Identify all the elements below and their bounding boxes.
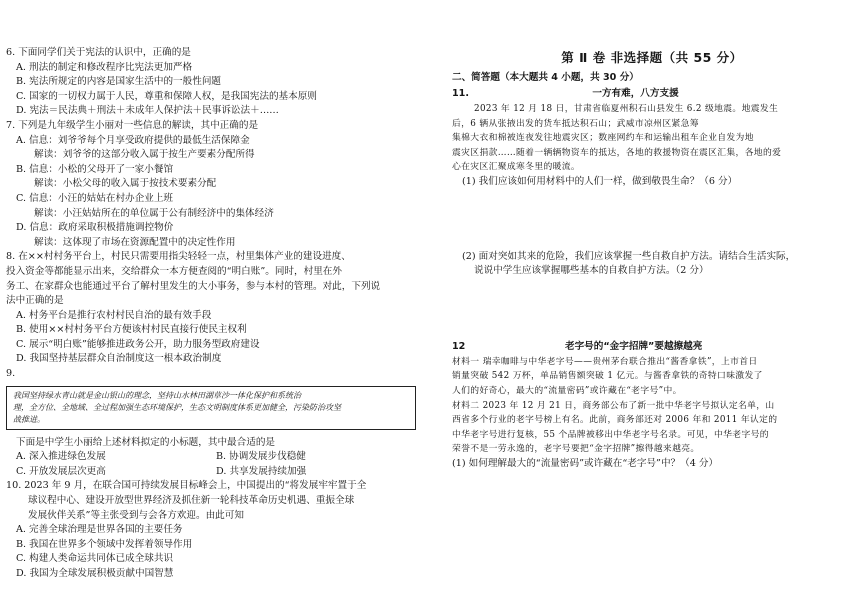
q10-stem-line2: 球议程中心、建设开放型世界经济及抓住新一轮科技革命历史机遇、重振全球	[28, 495, 355, 507]
right-column	[452, 46, 852, 472]
q7-option-c-explain: 解读：小汪姑姑所在的单位属于公有制经济中的集体经济	[34, 207, 274, 219]
q11-subquestion-2-line2: 说说中学生应该掌握哪些基本的自救自护方法。（2 分）	[474, 265, 709, 277]
q10-option-d: D. 我国为全球发展积极贡献中国智慧	[16, 568, 174, 579]
q9-number: 9.	[6, 368, 16, 380]
q10-option-b: B. 我国在世界多个领域中发挥着领导作用	[16, 538, 193, 550]
q8-option-c: C. 展示“明白账”能够推进政务公开，助力服务型政府建设	[16, 338, 260, 350]
q9-material-line2: 理，全方位、全地域、全过程加强生态环境保护，生态文明制度体系更加健全，污染防治攻坚	[13, 402, 341, 412]
q8-stem-line2: 投入资金等都能显示出来，交给群众一本方便查阅的“明白账”。同时，村里在外	[6, 265, 342, 277]
q7-option-d: D. 信息：政府采取积极措施调控物价	[16, 222, 174, 234]
q12-material1-line1: 材料一 瑞幸咖啡与中华老字号——贵州茅台联合推出“酱香拿铁”，上市首日	[452, 356, 758, 367]
q10-option-c: C. 构建人类命运共同体已成全球共识	[16, 553, 174, 565]
q9-option-a: A. 深入推进绿色发展	[16, 451, 106, 463]
q11-para-line2: 后，6 辆从张掖出发的货车抵达积石山；武威市凉州区紧急筹	[452, 118, 699, 129]
q12-number: 12	[452, 340, 466, 352]
q7-stem: 7. 下列是九年级学生小丽对一些信息的解读，其中正确的是	[6, 119, 259, 131]
q12-material2-line2: 西省多个行业的老字号榜上有名。此前，商务部还对 2006 年和 2011 年认定的	[452, 415, 778, 426]
q12-title: 老字号的“金字招牌”要越擦越亮	[565, 340, 703, 352]
q7-option-b: B. 信息：小松的父母开了一家小餐馆	[16, 163, 174, 175]
q11-para-line5: 心在灾区汇聚成寒冬里的暖流。	[452, 162, 581, 173]
q9-option-c: C. 开放发展层次更高	[16, 465, 106, 477]
q8-stem-line4: 法中正确的是	[6, 295, 64, 307]
q11-para-line4: 震灾区捐款……随着一辆辆物资车的抵达，各地的救援物资在震区汇集，各地的爱	[452, 147, 782, 158]
q12-subquestion-1: (1) 如何理解最大的“流量密码”或许藏在“老字号”中？（4 分）	[452, 457, 719, 469]
q12-material2-line1: 材料二 2023 年 12 月 21 日，商务部公布了新一批中华老字号拟认定名单，山	[452, 400, 775, 411]
q11-subquestion-2-line1: (2) 面对突如其来的危险，我们应该掌握一些自救自护方法。请结合生活实际，	[462, 250, 796, 262]
q11-heading	[452, 86, 852, 102]
q11-para-line1: 2023 年 12 月 18 日，甘肃省临夏州积石山县发生 6.2 级地震。地震发生	[474, 104, 779, 114]
q8-stem-line1: 8. 在××村村务平台上，村民只需要用指尖轻轻一点，村里集体产业的建设进度、	[6, 251, 351, 263]
part-two-title: 第 Ⅱ 卷 非选择题（共 55 分）	[561, 50, 743, 65]
q12-material2-line3: 中华老字号进行复核，55 个品牌被移出中华老字号名录。可见，中华老字号的	[452, 429, 769, 440]
q11-title: 一方有难，八方支援	[592, 88, 679, 99]
q6-option-b: B. 宪法所规定的内容是国家生活中的一般性问题	[16, 76, 222, 88]
left-column	[6, 46, 416, 582]
q7-option-a: A. 信息：刘爷爷每个月享受政府提供的最低生活保障金	[16, 134, 250, 146]
q9-material-line3: 战推进。	[13, 414, 45, 424]
q8-option-d: D. 我国坚持基层群众自治制度这一根本政治制度	[16, 353, 222, 365]
q9-option-d: D. 共享发展持续加强	[216, 465, 307, 477]
q7-option-c: C. 信息：小汪的姑姑在村办企业上班	[16, 192, 174, 204]
q9-options-row2	[6, 465, 416, 480]
q10-option-a: A. 完善全球治理是世界各国的主要任务	[16, 524, 183, 536]
q7-option-a-explain: 解读：刘爷爷的这部分收入属于按生产要素分配所得	[34, 149, 255, 161]
answer-space-1	[452, 190, 852, 250]
q10-stem-line3: 发展伙伴关系”等主张受到与会各方欢迎。由此可知	[28, 509, 244, 521]
q7-option-b-explain: 解读：小松父母的收入属于按技术要素分配	[34, 178, 217, 190]
q8-stem-line3: 务工、在家群众也能通过平台了解村里发生的大小事务，参与本村的管理。对此，下列说	[6, 280, 381, 292]
q9-option-b: B. 协调发展步伐稳健	[216, 451, 306, 463]
q9-material-line1: 我国坚持绿水青山就是金山银山的理念，坚持山水林田湖草沙一体化保护和系统治	[13, 390, 301, 400]
q9-stem: 下面是中学生小丽给上述材料拟定的小标题，其中最合适的是	[16, 436, 276, 448]
section-heading: 二、简答题（本大题共 4 小题，共 30 分）	[452, 72, 639, 83]
q12-material1-line3: 人们的好奇心，最大的“流量密码”或许藏在“老字号”中。	[452, 385, 682, 396]
q9-material-box	[6, 386, 416, 430]
q12-material2-line4: 荣誉不是一劳永逸的，老字号要把“金字招牌”擦得越来越亮。	[452, 444, 700, 455]
q6-option-c: C. 国家的一切权力属于人民，尊重和保障人权，是我国宪法的基本原则	[16, 90, 317, 102]
q6-option-a: A. 刑法的制定和修改程序比宪法更加严格	[16, 61, 193, 73]
q8-option-b: B. 使用××村村务平台方便该村村民直接行使民主权利	[16, 324, 247, 336]
q11-para-line3: 集棉大衣和棉被连夜发往地震灾区；数座网约车和运输出租车企业自发为地	[452, 133, 754, 144]
q8-option-a: A. 村务平台是推行农村村民自治的最有效手段	[16, 309, 212, 321]
q7-option-d-explain: 解读：这体现了市场在资源配置中的决定性作用	[34, 236, 236, 248]
q9-options-row1	[6, 450, 416, 465]
q10-stem-line1: 10. 2023 年 9 月，在联合国可持续发展目标峰会上，中国提出的“将发展牢牢置于全	[6, 480, 367, 492]
q6-stem: 6. 下面同学们关于宪法的认识中，正确的是	[6, 47, 191, 58]
q12-material1-line2: 销量突破 542 万杯，单品销售额突破 1 亿元。与酱香拿铁的奇特口味激发了	[452, 371, 763, 382]
q11-subquestion-1: (1) 我们应该如何用材料中的人们一样，做到敬畏生命？（6 分）	[462, 175, 738, 187]
q6-option-d: D. 宪法＝民法典＋刑法＋未成年人保护法＋民事诉讼法＋……	[16, 105, 279, 117]
q11-number: 11.	[452, 88, 469, 99]
q12-heading	[452, 339, 852, 355]
answer-space-2	[452, 279, 852, 339]
